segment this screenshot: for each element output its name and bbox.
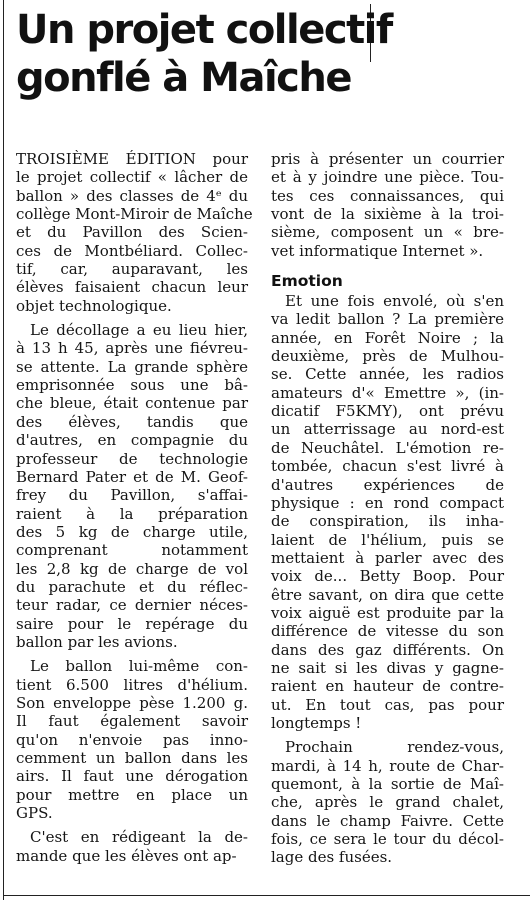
article-title — [16, 6, 516, 102]
text-line: longtemps ! — [271, 713, 362, 732]
text-line: amateurs d'« Emettre », (in- — [271, 383, 504, 402]
text-line: et du Pavillon des Scien- — [16, 223, 248, 242]
text-line: d'autres expériences de — [271, 475, 504, 494]
text-line: des élèves, tandis que — [16, 412, 248, 431]
text-line: objet technologique. — [16, 296, 172, 315]
paragraph — [16, 828, 248, 865]
text-line: physique : en rond compact — [271, 493, 504, 512]
text-line: TROISIÈME ÉDITION pour — [16, 150, 248, 168]
text-line: fois, ce sera le tour du décol- — [271, 830, 504, 849]
text-line: saire pour le repérage du — [16, 614, 248, 633]
text-line: un atterrissage au nord-est — [271, 420, 504, 439]
text-line: ne sait si les divas y gagne- — [271, 658, 504, 677]
text-line: ballon » des classes de 4ᵉ du — [16, 186, 248, 205]
paragraph — [16, 657, 248, 822]
text-line: le projet collectif « lâcher de — [16, 168, 248, 187]
text-line: voix aiguë est produite par la — [271, 603, 504, 622]
text-line: voix de... Betty Boop. Pour — [271, 567, 504, 586]
text-line: être savant, on dira que cette — [271, 585, 504, 604]
right-column-continuation — [271, 150, 504, 260]
text-line: qu'on n'envoie pas inno- — [16, 730, 248, 749]
text-line: va ledit ballon ? La première — [271, 310, 504, 329]
article-title-line-1: Un projet collectif — [16, 7, 392, 53]
text-line: du parachute et du réflec- — [16, 577, 248, 596]
text-line: Prochain rendez-vous, — [285, 738, 504, 757]
text-line: mande que les élèves ont ap- — [16, 846, 237, 865]
text-line: dans le champ Faivre. Cette — [271, 811, 504, 830]
text-line: se. Cette année, les radios — [271, 365, 504, 384]
text-line: lage des fusées. — [271, 848, 393, 867]
text-line: mardi, à 14 h, route de Char- — [271, 756, 504, 775]
text-line: collège Mont-Miroir de Maîche — [16, 205, 253, 224]
text-line: Et une fois envolé, où s'en — [285, 292, 504, 311]
text-line: sième, composent un « bre- — [271, 223, 504, 242]
text-line: Son enveloppe pèse 1.200 g. — [16, 693, 248, 712]
text-line: à 13 h 45, après une fiévreu- — [16, 339, 248, 358]
text-line: tif, car, auparavant, les — [16, 260, 248, 279]
text-line: emprisonnée sous une bâ- — [16, 376, 248, 395]
article-title-line-2: gonflé à Maîche — [16, 55, 351, 101]
text-line: Le décollage a eu lieu hier, — [30, 321, 248, 340]
text-line: Bernard Pater et de M. Geof- — [16, 467, 248, 486]
text-line: C'est en rédigeant la de- — [30, 828, 248, 847]
paragraph — [271, 150, 504, 260]
text-line: laient de l'hélium, puis se — [271, 530, 504, 549]
text-line: année, en Forêt Noire ; la — [271, 328, 504, 347]
paragraph — [16, 150, 253, 315]
text-line: professeur de technologie — [16, 449, 248, 468]
text-line: ballon par les avions. — [16, 632, 178, 651]
text-line: vont de la sixième à la troi- — [271, 205, 504, 224]
text-line: cemment un ballon dans les — [16, 749, 248, 767]
text-line: des 5 kg de charge utile, — [16, 522, 248, 541]
text-line: les 2,8 kg de charge de vol — [16, 559, 248, 578]
text-line: Le ballon lui-même con- — [30, 657, 248, 676]
text-line: et à y joindre une pièce. Tou- — [271, 168, 504, 187]
text-line: deuxième, près de Mulhou- — [271, 347, 504, 366]
text-line: quemont, à la sortie de Maî- — [271, 775, 504, 793]
paragraph — [271, 738, 504, 866]
page-left-border — [3, 0, 4, 900]
text-line: tient 6.500 litres d'hélium. — [16, 675, 248, 694]
text-line: raient en hauteur de contre- — [271, 677, 504, 696]
text-line: dicatif F5KMY), ont prévu — [271, 402, 504, 421]
article-column-right — [271, 150, 504, 867]
text-line: che, après le grand chalet, — [271, 793, 504, 812]
text-line: élèves faisaient chacun leur — [16, 278, 248, 297]
text-line: d'autres, en compagnie du — [16, 431, 248, 450]
text-line: teur radar, ce dernier néces- — [16, 596, 248, 615]
text-line: se attente. La grande sphère — [16, 357, 248, 376]
text-line: de Neuchâtel. L'émotion re- — [271, 438, 504, 457]
text-line: tombée, chacun s'est livré à — [271, 457, 504, 476]
text-line: ces de Montbéliard. Collec- — [16, 241, 248, 260]
text-line: différence de vitesse du son — [271, 622, 504, 641]
text-line: pour mettre en place un — [16, 785, 248, 804]
text-line: airs. Il faut une dérogation — [16, 767, 248, 786]
text-line: che bleue, était contenue par — [16, 394, 248, 413]
page-bottom-border — [3, 895, 530, 896]
text-line: pris à présenter un courrier — [271, 150, 504, 168]
text-line: Il faut également savoir — [16, 712, 248, 731]
text-line: vet informatique Internet ». — [271, 241, 484, 260]
text-line: de conspiration, ils inha- — [271, 512, 504, 531]
article-column-left — [16, 150, 253, 865]
text-line: tes ces connaissances, qui — [271, 186, 504, 205]
text-line: GPS. — [16, 804, 53, 823]
paragraph — [16, 321, 248, 651]
text-line: raient à la préparation — [16, 504, 248, 523]
right-column-body — [271, 292, 504, 867]
paragraph — [271, 292, 504, 732]
text-line: dans des gaz différents. On — [271, 640, 504, 659]
text-line: frey du Pavillon, s'affai- — [16, 486, 248, 505]
section-subhead: Emotion — [271, 272, 343, 291]
text-line: mettaient à parler avec des — [271, 548, 504, 567]
text-line: ut. En tout cas, pas pour — [271, 695, 504, 714]
text-line: comprenant notamment — [16, 541, 248, 560]
